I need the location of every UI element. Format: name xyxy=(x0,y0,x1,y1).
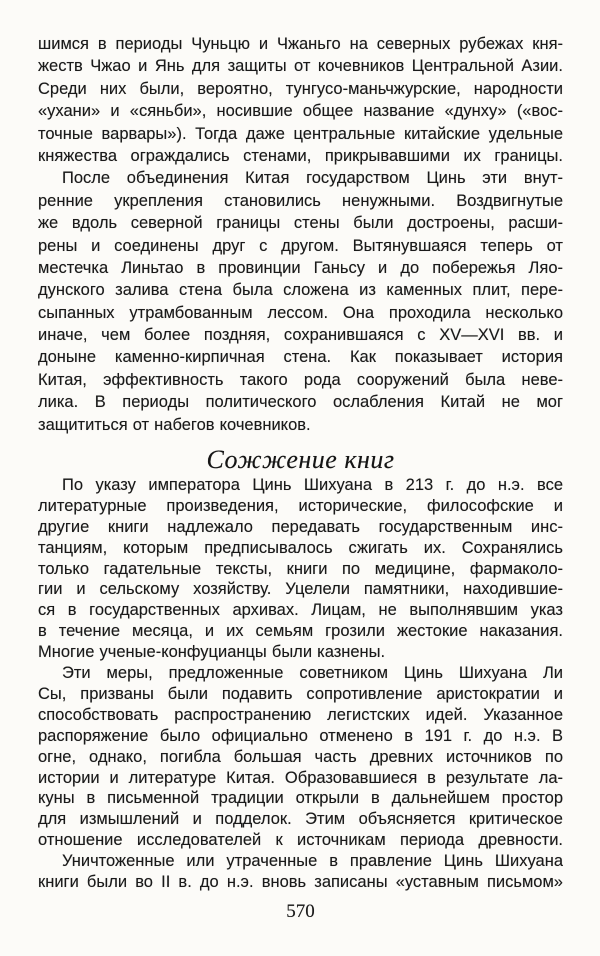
text-line: Уничтоженные или утраченные в правление Цинь Шихуана xyxy=(62,852,563,871)
text-line: книги были во II в. до н.э. вновь записаны «уставным письмом» xyxy=(38,872,563,891)
text-line: гии и сельскому хозяйству. Уцелели памятники, находившие- xyxy=(38,580,563,599)
text-line: Китая, эффективность такого рода сооружений была неве- xyxy=(38,370,563,389)
text-line: отношение исследователей к источникам периода древности. xyxy=(38,831,563,850)
text-line: способствовать распространению легистских идей. Указанное xyxy=(38,705,563,724)
section-heading: Сожжение книг xyxy=(206,445,395,475)
text-line: же вдоль северной границы стены были достроены, расши- xyxy=(38,214,563,233)
text-line: После объединения Китая государством Цинь эти внут- xyxy=(62,169,563,188)
text-line: только гадательные тексты, книги по медицине, фармаколо- xyxy=(38,559,563,578)
text-line: куны в письменной традиции открыли в дальнейшем простор xyxy=(38,789,563,808)
text-line: Многие ученые-конфуцианцы были казнены. xyxy=(38,643,386,662)
text-line: для измышлений и подделок. Этим объясняется критическое xyxy=(38,810,563,829)
text-line: жеств Чжао и Янь для защиты от кочевников Центральной Азии. xyxy=(38,57,563,76)
text-line: литературные произведения, исторические, философские и xyxy=(38,496,563,515)
text-line: истории и литературе Китая. Образовавшиеся в результате ла- xyxy=(38,768,563,787)
text-column xyxy=(38,33,563,923)
text-line: иначе, чем более поздняя, сохранившаяся с XV—XVI вв. и xyxy=(38,326,563,345)
page-number: 570 xyxy=(286,900,315,922)
paragraph xyxy=(38,851,563,893)
paragraph xyxy=(38,167,563,436)
text-line: другие книги надлежало передавать государственным инс- xyxy=(38,517,563,536)
text-line: местечка Линьтао в провинции Ганьсу и до побережья Ляо- xyxy=(38,258,563,277)
text-line: доныне каменно-кирпичная стена. Как показывает история xyxy=(38,348,563,367)
paragraph xyxy=(38,663,563,851)
text-line: распоряжение было официально отменено в 191 г. до н.э. В xyxy=(38,726,563,745)
text-line: рены и соединены друг с другом. Вытянувшаяся теперь от xyxy=(38,236,563,255)
text-line: княжества ограждались стенами, прикрывавшими их границы. xyxy=(38,146,563,165)
text-line: ся в государственных архивах. Лицам, не выполнявшим указ xyxy=(38,601,563,620)
text-line: сыпанных утрамбованным лессом. Она проходила несколько xyxy=(38,303,563,322)
text-line: Сы, призваны были подавить сопротивление аристократии и xyxy=(38,684,563,703)
text-line: огне, однако, погибла большая часть древних источников по xyxy=(38,747,563,766)
text-line: защититься от набегов кочевников. xyxy=(38,415,311,434)
paragraph xyxy=(38,33,563,167)
text-line: Эти меры, предложенные советником Цинь Шихуана Ли xyxy=(62,664,563,683)
text-line: дунского залива стена была сложена из каменных плит, пере- xyxy=(38,281,563,300)
text-line: По указу императора Цинь Шихуана в 213 г. до н.э. все xyxy=(62,476,563,495)
text-line: точные варвары»). Тогда даже центральные китайские удельные xyxy=(38,124,563,143)
text-line: лика. В периоды политического ослабления Китай не мог xyxy=(38,393,563,412)
text-line: Среди них были, вероятно, тунгусо-маньчжурские, народности xyxy=(38,79,563,98)
text-line: шимся в периоды Чуньцю и Чжаньго на северных рубежах кня- xyxy=(38,35,563,53)
paragraph xyxy=(38,475,563,663)
text-line: ренние укрепления становились ненужными. Воздвигнутые xyxy=(38,191,563,210)
text-line: в течение месяца, и их семьям грозили жестокие наказания. xyxy=(38,622,563,641)
text-line: «ухани» и «сяньби», носившие общее название «дунху» («вос- xyxy=(38,102,563,121)
text-line: танциям, которым предписывалось сжигать их. Сохранялись xyxy=(38,538,563,557)
